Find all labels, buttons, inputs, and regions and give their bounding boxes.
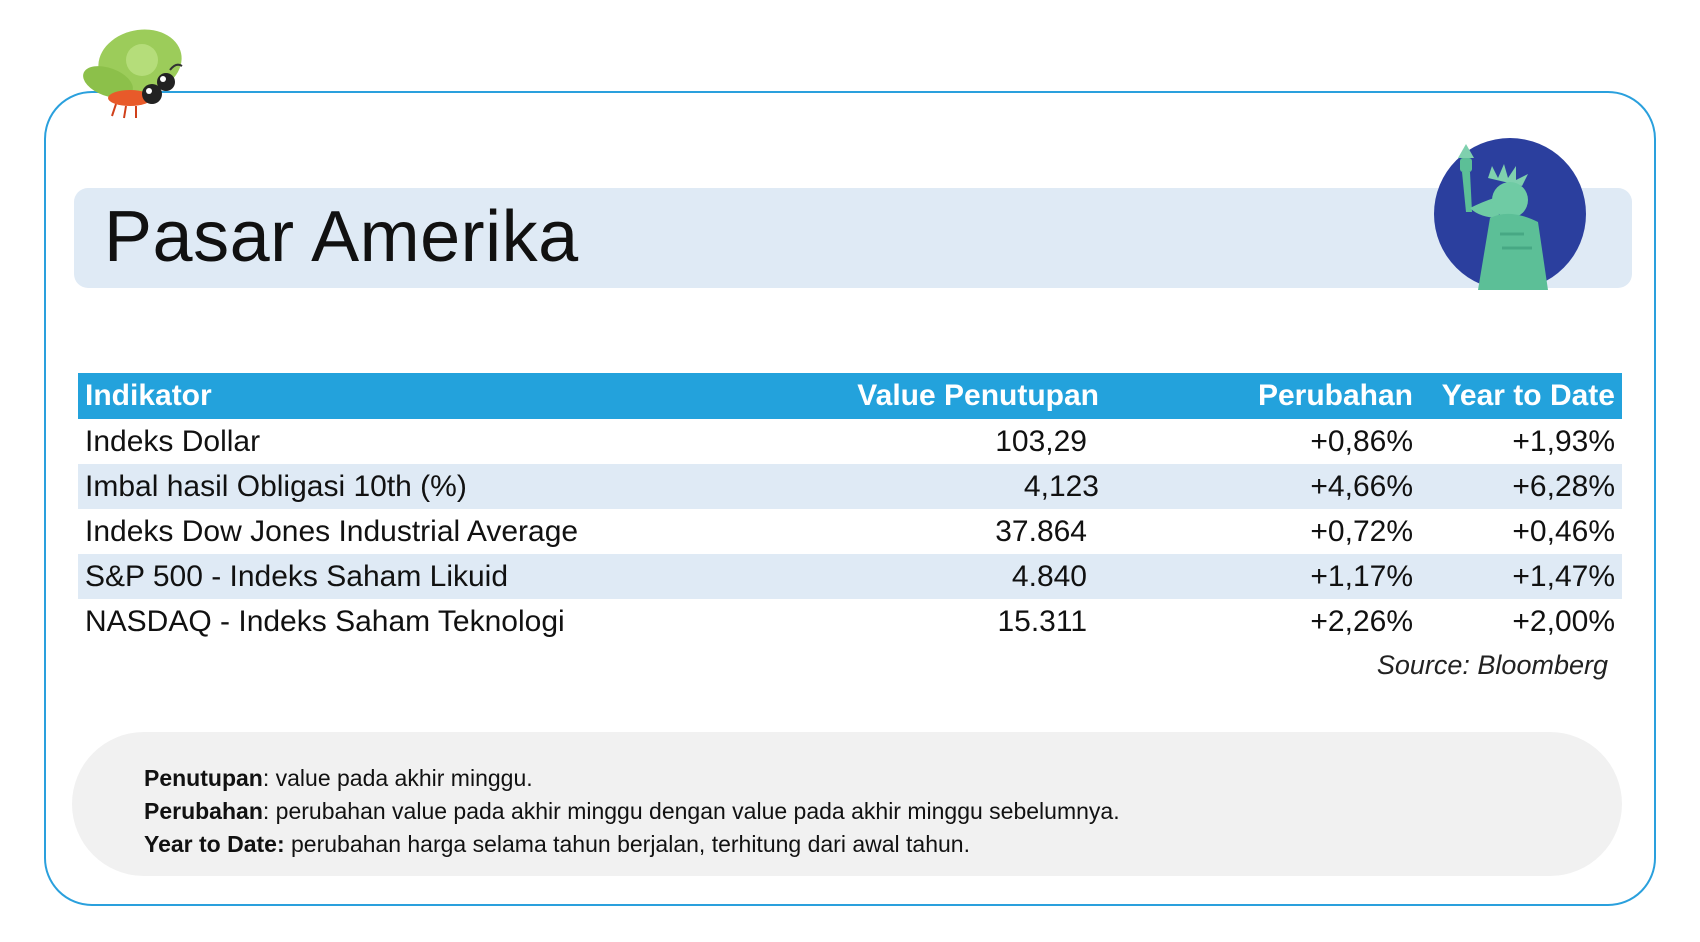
col-header-ytd: Year to Date bbox=[1420, 373, 1622, 419]
closing-value: 15.311 bbox=[997, 604, 1087, 638]
col-header-change: Perubahan bbox=[1106, 373, 1420, 419]
cell-closing bbox=[782, 554, 1106, 599]
table-row bbox=[78, 599, 1622, 644]
page-title: Pasar Amerika bbox=[104, 197, 579, 277]
source-note: Source: Bloomberg bbox=[1376, 650, 1608, 680]
cell-change: +0,86% bbox=[1310, 424, 1413, 458]
definitions-box bbox=[72, 732, 1622, 876]
definition-text: : perubahan value pada akhir minggu dengan value pada akhir minggu sebelumnya. bbox=[262, 798, 1120, 824]
cell-change: +0,72% bbox=[1310, 514, 1413, 548]
definition-term: Perubahan bbox=[144, 798, 263, 824]
cell-closing bbox=[782, 599, 1106, 644]
definition-term: Year to Date: bbox=[144, 831, 285, 857]
cell-ytd: +0,46% bbox=[1512, 514, 1615, 548]
closing-value: 103,29 bbox=[995, 424, 1087, 458]
cell-change: +2,26% bbox=[1310, 604, 1413, 638]
cell-ytd: +1,93% bbox=[1512, 424, 1615, 458]
cell-change: +4,66% bbox=[1106, 464, 1420, 509]
cell-ytd: +6,28% bbox=[1420, 464, 1622, 509]
col-header-indicator: Indikator bbox=[78, 373, 782, 419]
table-row bbox=[78, 419, 1622, 464]
closing-value: 4.840 bbox=[1011, 559, 1087, 593]
cell-indicator: Imbal hasil Obligasi 10th (%) bbox=[78, 464, 782, 509]
table-row bbox=[78, 554, 1622, 599]
definition-closing bbox=[144, 762, 533, 795]
cell-ytd: +2,00% bbox=[1512, 604, 1615, 638]
cell-closing bbox=[782, 509, 1106, 554]
cell-indicator: Indeks Dow Jones Industrial Average bbox=[85, 514, 579, 548]
table-row bbox=[78, 509, 1622, 554]
col-header-closing: Value Penutupan bbox=[782, 373, 1106, 419]
cell-closing bbox=[782, 464, 1106, 509]
definition-change bbox=[144, 795, 1120, 828]
closing-value: 4,123 bbox=[1023, 469, 1099, 503]
table-row bbox=[78, 464, 1622, 509]
cell-indicator: Indeks Dollar bbox=[85, 424, 261, 458]
butterfly-mascot-icon bbox=[70, 20, 200, 130]
cell-ytd: +1,47% bbox=[1420, 554, 1622, 599]
definition-ytd bbox=[144, 828, 970, 861]
definition-text: : value pada akhir minggu. bbox=[262, 765, 533, 791]
statue-of-liberty-icon bbox=[1418, 138, 1588, 290]
cell-change: +1,17% bbox=[1106, 554, 1420, 599]
cell-indicator: NASDAQ - Indeks Saham Teknologi bbox=[85, 604, 565, 638]
table-header-row bbox=[78, 373, 1622, 419]
closing-value: 37.864 bbox=[995, 514, 1087, 548]
definition-text: perubahan harga selama tahun berjalan, terhitung dari awal tahun. bbox=[284, 831, 970, 857]
definition-term: Penutupan bbox=[144, 765, 263, 791]
cell-indicator: S&P 500 - Indeks Saham Likuid bbox=[78, 554, 782, 599]
cell-closing bbox=[782, 419, 1106, 464]
market-table bbox=[78, 373, 1622, 644]
